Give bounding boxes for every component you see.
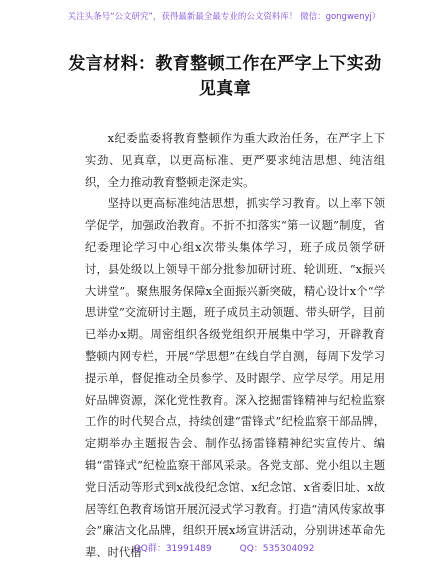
document-body	[85, 128, 385, 564]
footer-qq: QQ：535304092	[239, 544, 315, 554]
paragraph-intro: x纪委监委将教育整顿作为重大政治任务，在严字上下实劲、见真章，以更高标准、更严要求纯洁思想、纯洁组织，全力推动教育整顿走深走实。	[85, 132, 385, 189]
header-banner: 关注头条号“公文研究”，获得最新最全最专业的公文资料库！ 微信：gongwenyj）	[67, 12, 381, 22]
footer-contact	[0, 543, 448, 555]
document-title: 发言材料：教育整顿工作在严字上下实劲见真章	[68, 54, 382, 99]
footer-qq-group: QQ群：31991489	[133, 544, 212, 554]
paragraph-study-education: 坚持以更高标准纯洁思想，抓实学习教育。以上率下领学促学，加强政治教育。不折不扣落实“第一议题”制度，省纪委理论学习中心组x次带头集体学习，班子成员领学研讨，县处级以上领导干部分批参加研讨班、轮训班、“x振兴大讲堂”。聚焦服务保障x全面振兴新突破，精心设计x个“学思讲堂”交流研讨主题，班子成员主动领题、带头研学，目前已举办x期。周密组织各级党组织开展集中学习，开辟教育整顿内网专栏，开展“学思想”在线自学自测，每周下发学习提示单，督促推动全员参学、及时跟学、应学尽学。用足用好品牌资源，深化党性教育。深入挖掘雷锋精神与纪检监察工作的时代契合点，持续创建“雷锋式”纪检监察干部品牌，定期举办主题报告会、制作弘扬雷锋精神纪实宣传片、编辑“雷锋式”纪检监察干部风采录。各党支部、党小组以主题党日活动等形式到x战役纪念馆、x纪念馆、x省委旧址、x故居等红色教育场馆开展沉浸式学习教育。打造“清风传家故事会”廉洁文化品牌，组织开展x场宣讲活动，分别讲述革命先辈、时代楷	[85, 197, 385, 560]
